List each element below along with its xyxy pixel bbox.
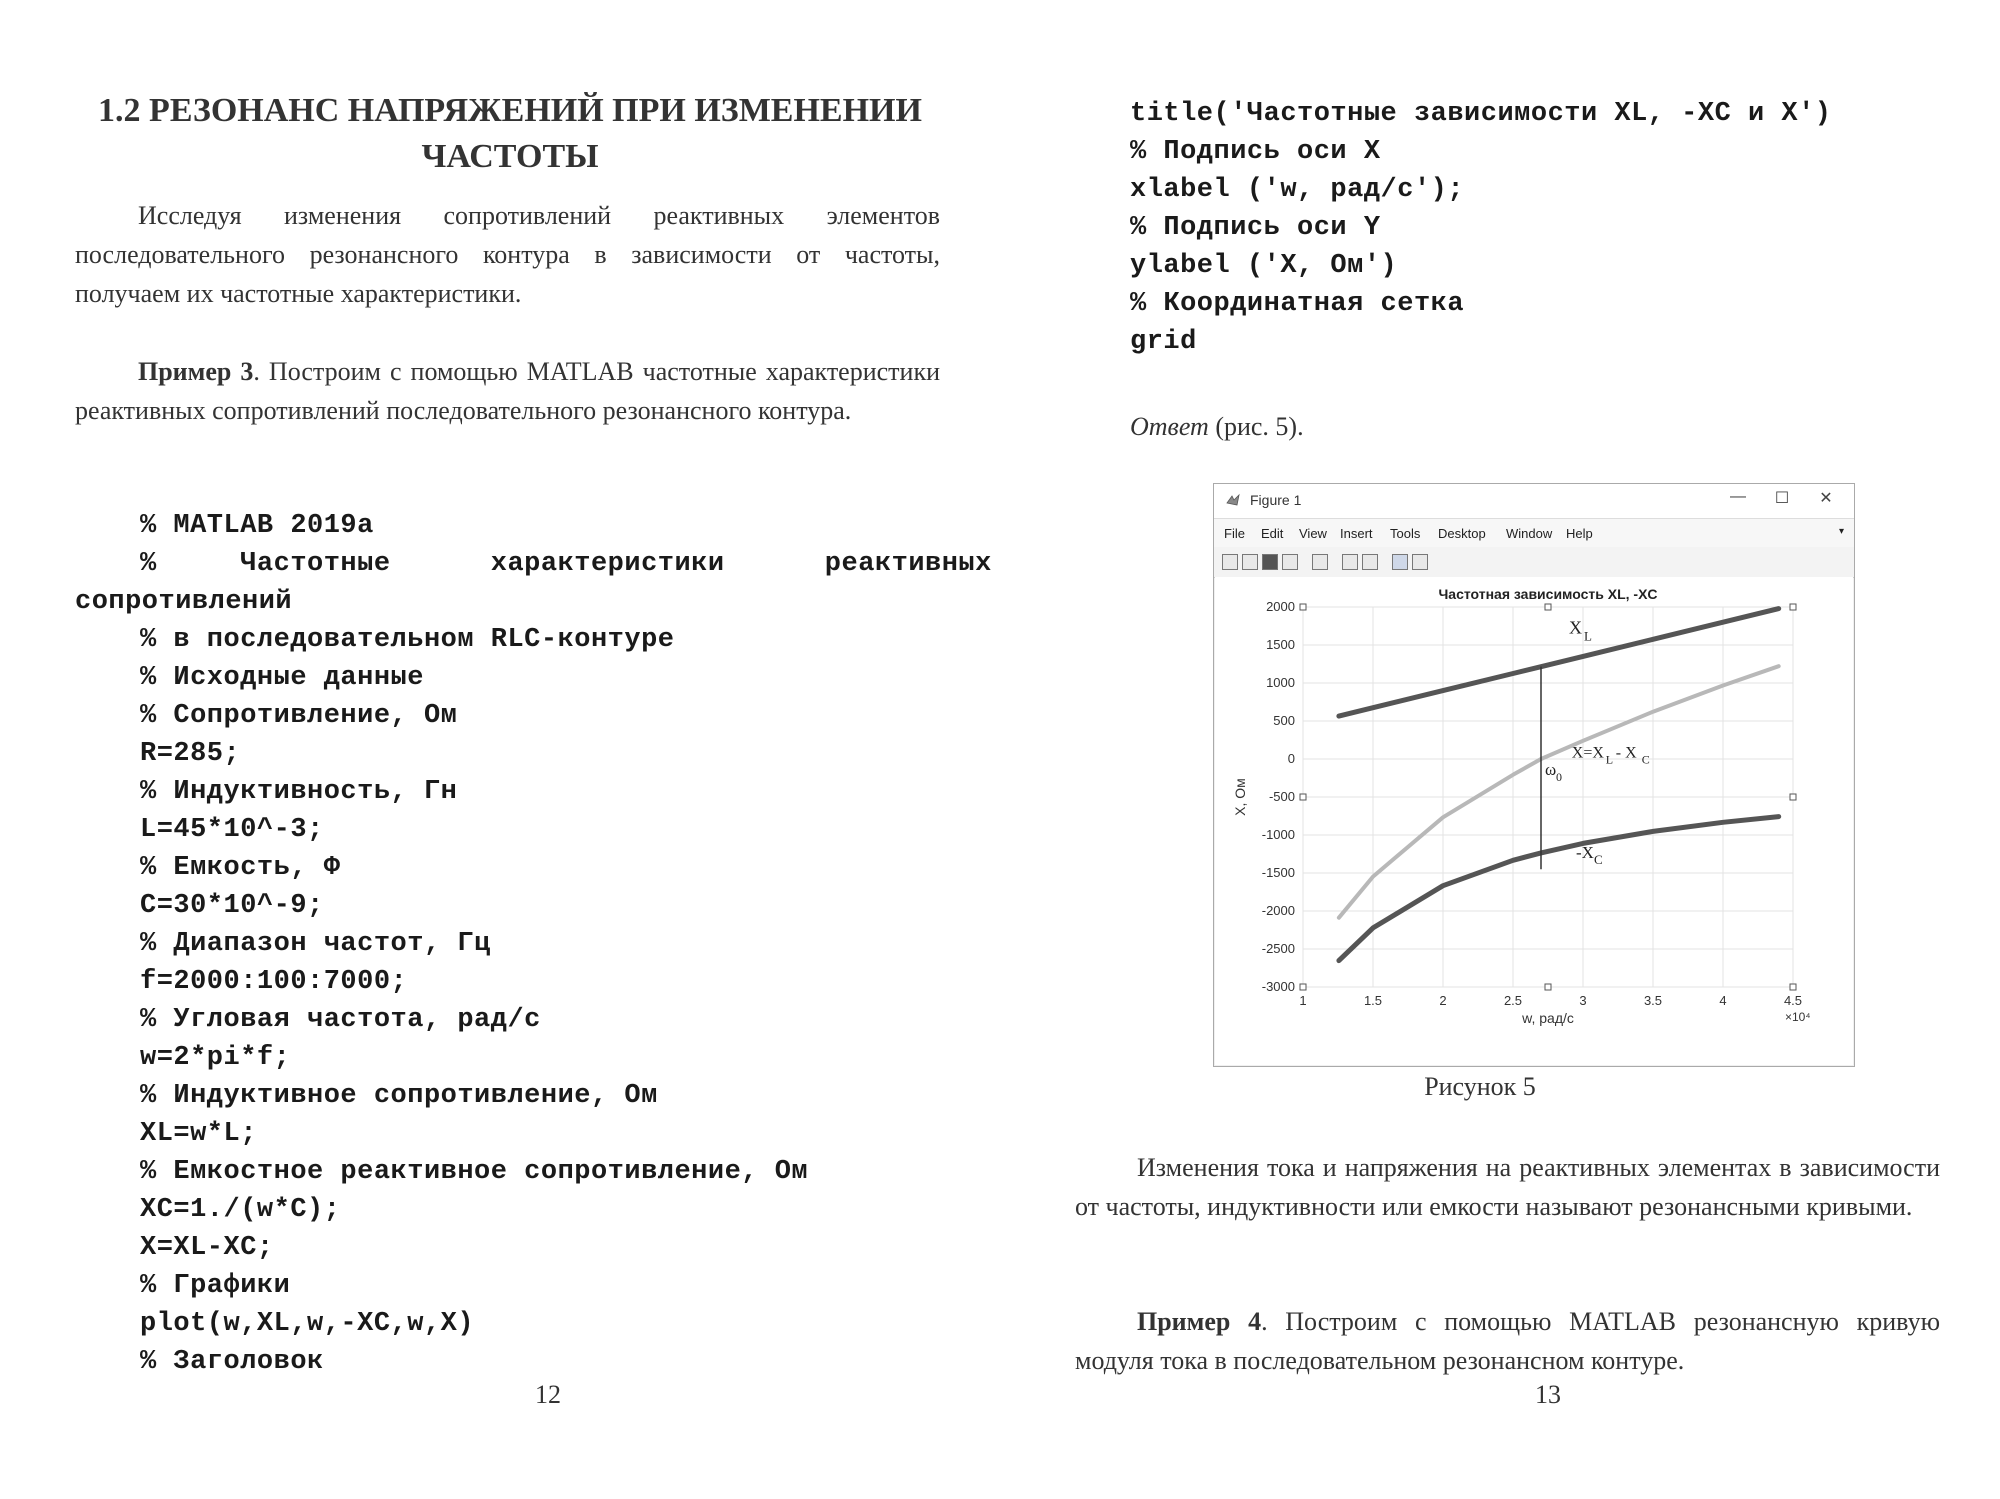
x-multiplier-label: ×10⁴ bbox=[1785, 1010, 1811, 1024]
example-3-label: Пример 3 bbox=[138, 357, 254, 386]
y-axis-label: X, Ом bbox=[1232, 778, 1248, 816]
figure-caption: Рисунок 5 bbox=[1424, 1072, 1536, 1101]
left-code-line: XC=1./(w*C); bbox=[140, 1195, 341, 1225]
left-code-line: % Диапазон частот, Гц bbox=[140, 929, 491, 959]
right-code-line: ylabel ('X, Ом') bbox=[1130, 251, 1398, 281]
y-tick-label: 1500 bbox=[1266, 637, 1295, 652]
minimize-button[interactable]: — bbox=[1730, 488, 1746, 505]
left-code-line: f=2000:100:7000; bbox=[140, 967, 408, 997]
link-plot-icon[interactable] bbox=[1312, 554, 1328, 570]
x-annotation-sub-l: L bbox=[1605, 752, 1614, 767]
y-tick-label: -1500 bbox=[1261, 865, 1295, 880]
page-number-left: 12 bbox=[535, 1380, 561, 1409]
example-4-paragraph bbox=[1075, 1302, 1940, 1380]
menu-file[interactable]: File bbox=[1224, 526, 1245, 541]
figure-title: Figure 1 bbox=[1250, 492, 1302, 508]
axes-selection-handle bbox=[1300, 604, 1306, 610]
left-code-line: % Частотные характеристики реактивных bbox=[140, 549, 992, 579]
matlab-figure-window bbox=[1213, 483, 1855, 1067]
y-tick-label: 2000 bbox=[1266, 599, 1295, 614]
matlab-logo-icon bbox=[1226, 493, 1240, 507]
maximize-button[interactable]: ☐ bbox=[1774, 490, 1790, 507]
left-code-line: % Графики bbox=[140, 1271, 291, 1301]
pointer-icon[interactable] bbox=[1392, 554, 1408, 570]
right-code-line: % Подпись оси Y bbox=[1130, 213, 1381, 243]
y-tick-label: 0 bbox=[1287, 751, 1295, 766]
left-code-line: % Заголовок bbox=[140, 1347, 324, 1377]
neg-xc-annotation-sub: C bbox=[1594, 851, 1603, 867]
left-code-line: сопротивлений bbox=[75, 587, 293, 617]
x-tick-label: 1.5 bbox=[1363, 993, 1383, 1008]
menu-tools[interactable]: Tools bbox=[1390, 526, 1421, 541]
open-file-icon[interactable] bbox=[1242, 554, 1258, 570]
answer-label: Ответ bbox=[1130, 412, 1209, 441]
x-tick-label: 2 bbox=[1439, 993, 1447, 1008]
heading-line-2: ЧАСТОТЫ bbox=[421, 138, 599, 175]
menu-help[interactable]: Help bbox=[1566, 526, 1593, 541]
figure-menubar bbox=[1214, 519, 1854, 547]
property-editor-icon[interactable] bbox=[1412, 554, 1428, 570]
x-annotation-sub-c: C bbox=[1641, 752, 1650, 767]
left-code-line: % MATLAB 2019a bbox=[140, 511, 374, 541]
left-code-line: % Индуктивность, Гн bbox=[140, 777, 458, 807]
axes-selection-handle bbox=[1790, 794, 1796, 800]
dock-arrow-icon[interactable]: ▾ bbox=[1838, 526, 1844, 537]
figure-toolbar bbox=[1214, 547, 1854, 578]
axes-selection-handle bbox=[1545, 984, 1551, 990]
left-code-line: % Сопротивление, Ом bbox=[140, 701, 458, 731]
axes-selection-handle bbox=[1790, 984, 1796, 990]
example-4-label: Пример 4 bbox=[1137, 1307, 1262, 1336]
right-code-line: % Координатная сетка bbox=[1130, 289, 1465, 319]
menu-window[interactable]: Window bbox=[1506, 526, 1553, 541]
omega-0-annotation: ω bbox=[1545, 759, 1557, 779]
y-tick-label: -3000 bbox=[1261, 979, 1295, 994]
insert-colorbar-icon[interactable] bbox=[1342, 554, 1358, 570]
save-icon[interactable] bbox=[1262, 554, 1278, 570]
left-code-line: C=30*10^-9; bbox=[140, 891, 324, 921]
axes-selection-handle bbox=[1300, 794, 1306, 800]
menu-insert[interactable]: Insert bbox=[1340, 526, 1373, 541]
x-tick-label: 1 bbox=[1299, 993, 1307, 1008]
left-code-line: % Емкостное реактивное сопротивление, Ом bbox=[140, 1157, 809, 1187]
left-code-line: % Угловая частота, рад/с bbox=[140, 1005, 541, 1035]
left-code-line: L=45*10^-3; bbox=[140, 815, 324, 845]
left-code-line: % Исходные данные bbox=[140, 663, 424, 693]
y-tick-label: 1000 bbox=[1266, 675, 1295, 690]
close-button[interactable]: ✕ bbox=[1819, 490, 1833, 507]
x-tick-label: 2.5 bbox=[1503, 993, 1523, 1008]
right-code-line: title('Частотные зависимости XL, -XC и X') bbox=[1130, 99, 1832, 129]
left-code-line: XL=w*L; bbox=[140, 1119, 257, 1149]
heading-line-1: 1.2 РЕЗОНАНС НАПРЯЖЕНИЙ ПРИ ИЗМЕНЕНИИ bbox=[98, 92, 922, 129]
x-tick-label: 3.5 bbox=[1643, 993, 1663, 1008]
menu-view[interactable]: View bbox=[1299, 526, 1327, 541]
left-code-line: % Индуктивное сопротивление, Ом bbox=[140, 1081, 658, 1111]
xl-annotation: X bbox=[1569, 617, 1582, 638]
omega-0-annotation-sub: 0 bbox=[1556, 769, 1562, 784]
axes-selection-handle bbox=[1790, 604, 1796, 610]
y-tick-label: 500 bbox=[1273, 713, 1295, 728]
example-4-text: . Построим с помощью MATLAB резонансную кривую модуля тока в последовательном резонансном контуре. bbox=[1075, 1307, 1940, 1375]
left-code-line: X=XL-XC; bbox=[140, 1233, 274, 1263]
left-code-line: plot(w,XL,w,-XC,w,X) bbox=[140, 1309, 475, 1339]
x-tick-label: 4.5 bbox=[1783, 993, 1803, 1008]
right-code-line: grid bbox=[1130, 327, 1197, 357]
xl-annotation-sub: L bbox=[1584, 628, 1592, 644]
y-tick-label: -500 bbox=[1268, 789, 1295, 804]
resonance-curves-paragraph: Изменения тока и напряжения на реактивных элементах в зависимости от частоты, индуктивности или емкости называют резонансными кривыми. bbox=[1075, 1153, 1940, 1221]
y-tick-label: -2000 bbox=[1261, 903, 1295, 918]
insert-legend-icon[interactable] bbox=[1362, 554, 1378, 570]
intro-paragraph: Исследуя изменения сопротивлений реактивных элементов последовательного резонансного контура в зависимости от частоты, получаем их частотные характеристики. bbox=[75, 201, 940, 308]
right-code-line: xlabel ('w, рад/с'); bbox=[1130, 175, 1465, 205]
xl-xc-chart bbox=[1215, 577, 1853, 1065]
menu-desktop[interactable]: Desktop bbox=[1438, 526, 1486, 541]
right-code-line: % Подпись оси X bbox=[1130, 137, 1381, 167]
left-code-line: % Емкость, Ф bbox=[140, 853, 341, 883]
section-heading bbox=[75, 88, 945, 180]
plot-area bbox=[1215, 577, 1853, 1065]
x-annotation-mid: - X bbox=[1615, 744, 1637, 762]
page-number-right: 13 bbox=[1535, 1380, 1561, 1409]
left-code-line: % в последовательном RLC-контуре bbox=[140, 625, 675, 655]
example-3-paragraph bbox=[75, 352, 940, 430]
x-annotation: X=X bbox=[1571, 744, 1604, 762]
menu-edit[interactable]: Edit bbox=[1261, 526, 1284, 541]
axes-selection-handle bbox=[1300, 984, 1306, 990]
y-tick-label: -1000 bbox=[1261, 827, 1295, 842]
figure-titlebar[interactable] bbox=[1214, 484, 1854, 519]
x-axis-label: w, рад/с bbox=[1522, 1010, 1574, 1026]
left-code-line: w=2*pi*f; bbox=[140, 1043, 291, 1073]
x-tick-label: 4 bbox=[1719, 993, 1727, 1008]
print-icon[interactable] bbox=[1282, 554, 1298, 570]
answer-line bbox=[1130, 407, 1530, 446]
left-code-line: R=285; bbox=[140, 739, 241, 769]
axes-selection-handle bbox=[1545, 604, 1551, 610]
y-tick-label: -2500 bbox=[1261, 941, 1295, 956]
x-tick-label: 3 bbox=[1579, 993, 1587, 1008]
example-3-text: . Построим с помощью MATLAB частотные характеристики реактивных сопротивлений последовательного резонансного контура. bbox=[75, 357, 940, 425]
neg-xc-annotation: -X bbox=[1576, 842, 1594, 862]
new-figure-icon[interactable] bbox=[1222, 554, 1238, 570]
chart-title: Частотная зависимость XL, -XC bbox=[1438, 586, 1658, 602]
answer-ref: (рис. 5). bbox=[1208, 412, 1304, 441]
